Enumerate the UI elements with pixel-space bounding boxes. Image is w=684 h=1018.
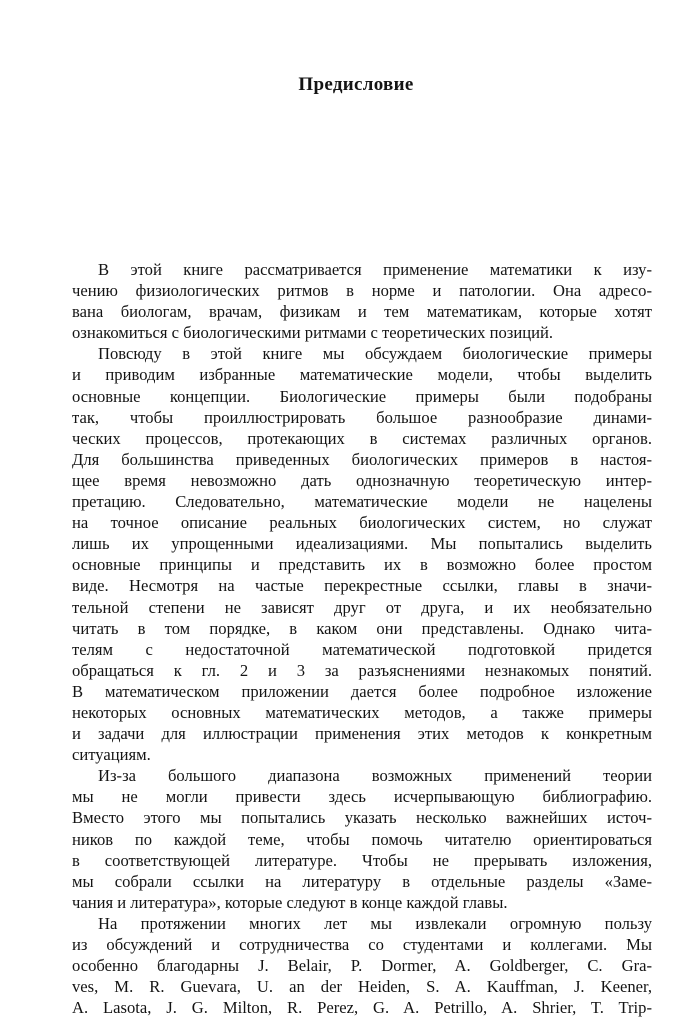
text-line: Для большинства приведенных биологических примеров в настоя-: [72, 449, 652, 469]
text-line: Вместо этого мы попытались указать несколько важнейших источ-: [72, 808, 652, 828]
text-line: основные концепции. Биологические примеры были подобраны: [72, 386, 652, 406]
text-line: претацию. Следовательно, математические модели не нацелены: [72, 492, 652, 512]
text-line: и задачи для иллюстрации применения этих методов к конкретным: [72, 724, 652, 744]
text-line: так, чтобы проиллюстрировать большое разнообразие динами-: [72, 407, 652, 427]
text-line: вана биологам, врачам, физикам и тем математикам, которые хотят: [72, 302, 652, 322]
text-line: особенно благодарны J. Belair, P. Dormer, A. Goldberger, C. Gra-: [72, 956, 652, 976]
page-title: Предисловие: [298, 74, 414, 95]
text-line: ознакомиться с биологическими ритмами с теоретических позиций.: [72, 323, 553, 343]
text-line: лишь их упрощенными идеализациями. Мы попытались выделить: [72, 534, 652, 554]
text-line: ников по каждой теме, чтобы помочь читателю ориентироваться: [72, 829, 652, 849]
text-line: ситуациям.: [72, 745, 151, 765]
text-line: чению физиологических ритмов в норме и патологии. Она адресо-: [72, 281, 652, 301]
text-line: Из-за большого диапазона возможных применений теории: [98, 766, 652, 786]
body-text: [72, 259, 652, 1018]
text-line: телям с недостаточной математической подготовкой придется: [72, 639, 652, 659]
text-line: В этой книге рассматривается применение математики к изу-: [98, 260, 652, 279]
text-line: ves, M. R. Guevara, U. an der Heiden, S. A. Kauffman, J. Keener,: [72, 977, 652, 997]
text-line: основные принципы и представить их в возможно более простом: [72, 555, 652, 575]
text-line: на точное описание реальных биологических систем, но служат: [72, 513, 652, 533]
text-line: В математическом приложении дается более подробное изложение: [72, 681, 652, 701]
text-line: в соответствующей литературе. Чтобы не прерывать изложения,: [72, 850, 652, 870]
text-line: чания и литература», которые следуют в конце каждой главы.: [72, 892, 508, 912]
text-line: читать в том порядке, в каком они представлены. Однако чита-: [72, 618, 652, 638]
text-line: На протяжении многих лет мы извлекали огромную пользу: [98, 913, 652, 933]
text-line: мы собрали ссылки на литературу в отдельные разделы «Заме-: [72, 871, 652, 891]
text-line: из обсуждений и сотрудничества со студентами и коллегами. Мы: [72, 935, 652, 954]
text-line: A. Lasota, J. G. Milton, R. Perez, G. A. Petrillo, A. Shrier, T. Trip-: [72, 998, 652, 1018]
text-line: мы не могли привести здесь исчерпывающую библиографию.: [72, 787, 652, 807]
text-line: некоторых основных математических методов, а также примеры: [72, 702, 652, 722]
text-line: тельной степени не зависят друг от друга, и их необязательно: [72, 597, 652, 617]
text-line: Повсюду в этой книге мы обсуждаем биологические примеры: [98, 344, 652, 364]
text-line: виде. Несмотря на частые перекрестные ссылки, главы в значи-: [72, 576, 652, 596]
text-line: обращаться к гл. 2 и 3 за разъяснениями незнакомых понятий.: [72, 660, 652, 680]
text-line: и приводим избранные математические модели, чтобы выделить: [72, 365, 652, 385]
text-line: щее время невозможно дать однозначную теоретическую интер-: [72, 470, 652, 490]
text-line: ческих процессов, протекающих в системах различных органов.: [72, 428, 652, 448]
